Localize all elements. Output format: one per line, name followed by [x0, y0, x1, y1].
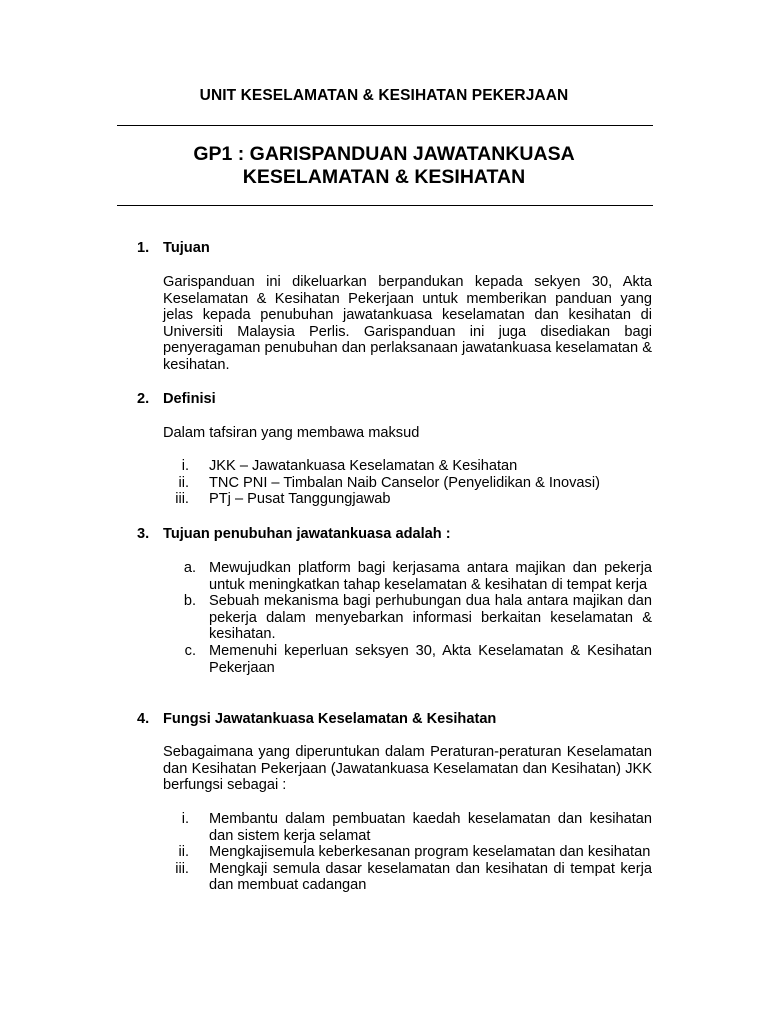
section-2-paragraph: Dalam tafsiran yang membawa maksud — [163, 425, 420, 441]
list-marker: a. — [183, 560, 196, 576]
document-title-line-2: KESELAMATAN & KESIHATAN — [242, 166, 526, 188]
list-item-text: PTj – Pusat Tanggungjawab — [209, 491, 391, 508]
list-marker: c. — [184, 642, 196, 659]
list-item — [163, 560, 652, 593]
section-4-heading — [137, 711, 496, 728]
section-3-number: 3. — [137, 526, 150, 542]
list-marker: iii. — [175, 491, 189, 508]
section-1-paragraph: Garispanduan ini dikeluarkan berpandukan kepada sekyen 30, Akta Keselamatan & Kesihatan Pekerjaan untuk memberikan panduan yang jelas kepada penubuhan jawatankuasa keselamatan dan kesihatan di Universiti Malaysia Perlis. Garispanduan ini juga disediakan bagi penyeragaman penubuhan dan perlaksanaan jawatankuasa keselamatan & kesihatan. — [163, 274, 652, 373]
unit-title: UNIT KESELAMATAN & KESIHATAN PEKERJAAN — [199, 87, 569, 104]
list-marker: iii. — [175, 860, 189, 877]
section-4-paragraph: Sebagaimana yang diperuntukan dalam Peraturan-peraturan Keselamatan dan Kesihatan Pekerjaan (Jawatankuasa Keselamatan dan Kesihatan) JKK berfungsi sebagai : — [163, 744, 652, 794]
list-item-text: Mengkaji semula dasar keselamatan dan kesihatan di tempat kerja dan membuat cadangan — [209, 860, 652, 894]
section-1-number: 1. — [137, 240, 150, 256]
section-1-heading — [137, 240, 210, 257]
section-4-number: 4. — [137, 711, 150, 727]
list-item — [163, 861, 652, 894]
list-item-text: Sebuah mekanisma bagi perhubungan dua hala antara majikan dan pekerja dalam menyebarkan informasi berkaitan keselamatan & kesihatan. — [209, 593, 652, 643]
list-marker: ii. — [178, 474, 189, 491]
list-item-text: Memenuhi keperluan seksyen 30, Akta Keselamatan & Kesihatan Pekerjaan — [209, 642, 652, 676]
list-marker: i. — [181, 811, 189, 827]
list-item — [163, 475, 652, 492]
list-marker: ii. — [178, 844, 189, 861]
list-item — [163, 844, 652, 861]
section-4-title: Fungsi Jawatankuasa Keselamatan & Kesihatan — [163, 711, 497, 727]
list-item-text: TNC PNI – Timbalan Naib Canselor (Penyelidikan & Inovasi) — [209, 474, 600, 491]
list-item — [163, 643, 652, 676]
list-item-text: JKK – Jawatankuasa Keselamatan & Kesihatan — [209, 458, 518, 474]
function-list — [163, 811, 652, 894]
section-2-title: Definisi — [163, 391, 216, 407]
list-marker: i. — [181, 458, 189, 474]
section-2-number: 2. — [137, 391, 150, 407]
list-item — [163, 458, 652, 475]
document-title-line-1: GP1 : GARISPANDUAN JAWATANKUASA — [193, 143, 575, 165]
section-2-heading — [137, 391, 216, 408]
list-marker: b. — [183, 593, 196, 610]
definition-list — [163, 458, 652, 508]
list-item — [163, 811, 652, 844]
purpose-list — [163, 560, 652, 676]
list-item — [163, 491, 652, 508]
list-item — [163, 593, 652, 643]
section-3-title: Tujuan penubuhan jawatankuasa adalah : — [163, 526, 451, 542]
list-item-text: Mewujudkan platform bagi kerjasama antara majikan dan pekerja untuk meningkatkan tahap keselamatan & kesihatan di tempat kerja — [209, 560, 652, 593]
list-item-text: Mengkajisemula keberkesanan program keselamatan dan kesihatan — [209, 844, 651, 861]
list-item-text: Membantu dalam pembuatan kaedah keselamatan dan kesihatan dan sistem kerja selamat — [209, 811, 652, 844]
section-1-title: Tujuan — [163, 240, 210, 256]
section-3-heading — [137, 526, 451, 543]
